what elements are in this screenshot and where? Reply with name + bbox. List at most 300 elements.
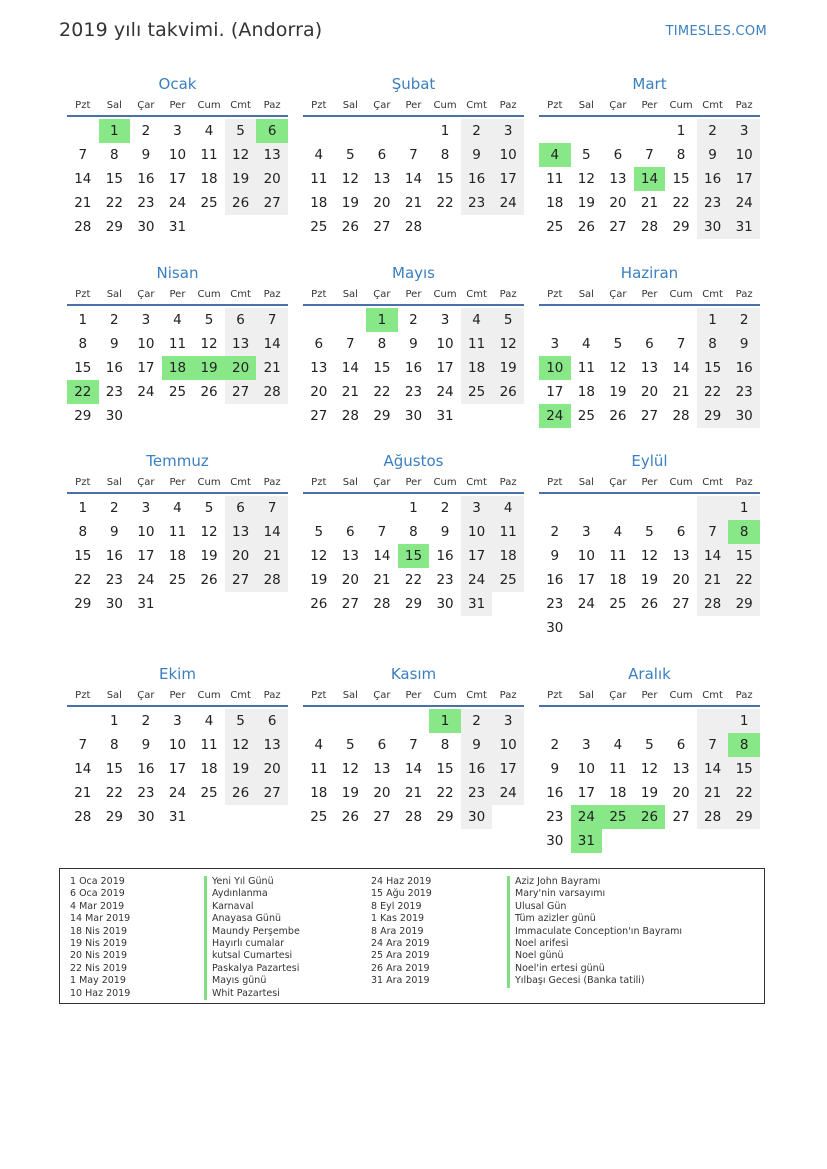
day-cell: 14: [373, 548, 391, 564]
day-cell: 18: [310, 195, 328, 211]
day-cell: 21: [74, 195, 92, 211]
empty-cell: [162, 592, 194, 616]
month-1: [67, 71, 288, 239]
empty-cell: [398, 119, 430, 143]
day-cell: 7: [256, 308, 288, 332]
weekday-label: Çar: [137, 690, 155, 701]
day-cell: 30: [105, 596, 123, 612]
legend-holiday-name: Maundy Perşembe: [204, 926, 300, 938]
day-cell: 7: [645, 147, 654, 163]
day-cell: 3: [173, 123, 182, 139]
day-cell: 17: [577, 785, 595, 801]
empty-cell: [602, 709, 634, 733]
weekday-label: Pzt: [75, 289, 91, 300]
legend-holiday-name: Yılbaşı Gecesi (Banka tatili): [507, 975, 682, 987]
day-cell: 20: [310, 384, 328, 400]
day-cell: 14: [697, 757, 729, 781]
day-cell: 23: [105, 572, 123, 588]
empty-cell: [728, 616, 760, 640]
empty-cell: [303, 709, 335, 733]
month-3: [539, 71, 760, 239]
empty-cell: [162, 404, 194, 428]
weekday-label: Cmt: [702, 289, 723, 300]
month-name: Ağustos: [383, 452, 444, 470]
legend-holiday-name: Aydınlanma: [204, 888, 300, 900]
day-cell: 25: [461, 380, 493, 404]
day-cell: 13: [373, 171, 391, 187]
day-cell: 30: [436, 596, 454, 612]
weekday-label: Paz: [263, 100, 281, 111]
day-cell: 31: [728, 215, 760, 239]
day-cell: 8: [676, 147, 686, 163]
month-name: Mayıs: [392, 264, 435, 282]
day-cell: 30: [697, 215, 729, 239]
day-cell: 13: [341, 548, 359, 564]
day-cell: 11: [609, 761, 627, 777]
weekday-label: Paz: [499, 289, 517, 300]
weekday-label: Cum: [669, 477, 693, 488]
day-cell: 26: [225, 781, 257, 805]
legend-names-left: [204, 876, 300, 1000]
day-cell: 15: [74, 548, 92, 564]
day-cell: 10: [436, 336, 454, 352]
day-cell: 9: [728, 332, 760, 356]
empty-cell: [303, 308, 335, 332]
empty-cell: [634, 119, 666, 143]
day-cell: 27: [225, 380, 257, 404]
empty-cell: [256, 805, 288, 829]
empty-cell: [571, 709, 603, 733]
day-cell: 2: [697, 119, 729, 143]
day-cell: 10: [728, 143, 760, 167]
day-cell: 11: [546, 171, 564, 187]
day-cell: 13: [672, 761, 690, 777]
month-name: Haziran: [620, 264, 679, 282]
day-cell: 21: [256, 544, 288, 568]
legend-dates-left: [70, 876, 130, 1000]
day-cell: 30: [404, 408, 423, 424]
day-cell: 18: [609, 785, 627, 801]
empty-cell: [602, 119, 634, 143]
day-cell: 1: [728, 496, 760, 520]
weekday-header: [539, 687, 760, 707]
weekday-label: Pzt: [311, 289, 327, 300]
empty-cell: [665, 308, 697, 332]
weekday-label: Çar: [137, 100, 155, 111]
empty-cell: [335, 496, 367, 520]
empty-cell: [665, 709, 697, 733]
weekday-label: Per: [169, 100, 186, 111]
day-cell: 26: [609, 408, 627, 424]
day-cell: 24: [539, 404, 571, 428]
day-cell: 4: [173, 312, 182, 328]
month-8: [303, 448, 524, 616]
legend-date: 24 Haz 2019: [371, 876, 432, 887]
weekday-label: Cum: [433, 690, 457, 701]
empty-cell: [67, 119, 99, 143]
day-cell: 21: [256, 356, 288, 380]
day-cell: 1: [676, 123, 686, 139]
weekday-label: Cum: [433, 477, 457, 488]
weekday-header: [539, 97, 760, 117]
month-name: Temmuz: [146, 452, 209, 470]
day-cell: 4: [613, 737, 623, 753]
day-cell: 18: [200, 171, 218, 187]
day-cell: 23: [105, 384, 123, 400]
day-cell: 20: [341, 572, 359, 588]
weekday-label: Sal: [578, 477, 594, 488]
day-cell: 31: [436, 408, 454, 424]
day-cell: 10: [492, 143, 524, 167]
empty-cell: [665, 616, 697, 640]
day-cell: 1: [409, 500, 418, 516]
empty-cell: [602, 616, 634, 640]
day-cell: 29: [74, 408, 92, 424]
day-cell: 25: [200, 785, 218, 801]
day-cell: 2: [110, 312, 119, 328]
weekday-label: Per: [641, 690, 658, 701]
day-cell: 15: [728, 757, 760, 781]
day-cell: 2: [550, 737, 560, 753]
day-grid: [67, 707, 288, 829]
empty-cell: [193, 215, 225, 239]
weekday-label: Paz: [735, 100, 753, 111]
legend-holiday-name: Anayasa Günü: [204, 913, 300, 925]
day-cell: 6: [346, 524, 355, 540]
month-name: Ekim: [159, 665, 196, 683]
weekday-label: Cum: [433, 100, 457, 111]
weekday-label: Çar: [373, 690, 391, 701]
legend-date: 1 Oca 2019: [70, 876, 125, 887]
day-cell: 5: [582, 147, 591, 163]
weekday-label: Cmt: [466, 690, 487, 701]
weekday-label: Cum: [433, 289, 457, 300]
weekday-label: Cum: [197, 477, 221, 488]
empty-cell: [602, 829, 634, 853]
day-cell: 23: [461, 781, 493, 805]
day-cell: 8: [440, 737, 450, 753]
day-grid: [303, 494, 524, 616]
empty-cell: [193, 805, 225, 829]
day-cell: 19: [492, 356, 524, 380]
empty-cell: [665, 496, 697, 520]
day-cell: 22: [728, 781, 760, 805]
day-cell: 9: [110, 524, 119, 540]
day-cell: 15: [672, 171, 690, 187]
day-cell: 28: [74, 809, 92, 825]
day-cell: 21: [697, 781, 729, 805]
weekday-label: Paz: [735, 477, 753, 488]
day-grid: [539, 117, 760, 239]
day-cell: 23: [404, 384, 423, 400]
legend-date: 8 Eyl 2019: [371, 900, 422, 912]
day-cell: 16: [105, 548, 123, 564]
weekday-header: [67, 687, 288, 707]
day-cell: 10: [577, 548, 595, 564]
empty-cell: [366, 119, 398, 143]
day-cell: 3: [173, 713, 182, 729]
weekday-label: Çar: [373, 100, 391, 111]
day-cell: 15: [697, 356, 729, 380]
day-cell: 20: [640, 384, 659, 400]
month-10: [67, 661, 288, 829]
holiday-legend: [59, 868, 765, 1004]
day-cell: 13: [225, 520, 257, 544]
day-grid: [67, 306, 288, 428]
day-cell: 17: [546, 384, 564, 400]
day-cell: 19: [200, 548, 218, 564]
empty-cell: [697, 616, 729, 640]
day-cell: 11: [200, 147, 218, 163]
day-cell: 29: [404, 596, 423, 612]
legend-date: 19 Nis 2019: [70, 937, 127, 949]
day-cell: 11: [577, 360, 595, 376]
day-cell: 26: [310, 596, 328, 612]
empty-cell: [492, 805, 524, 829]
day-cell: 6: [645, 336, 654, 352]
day-cell: 9: [440, 524, 450, 540]
day-cell: 1: [78, 500, 88, 516]
empty-cell: [225, 592, 257, 616]
day-cell: 11: [492, 520, 524, 544]
legend-holiday-name: Mayıs günü: [204, 975, 300, 987]
day-cell: 15: [436, 761, 454, 777]
weekday-label: Pzt: [75, 100, 91, 111]
empty-cell: [225, 215, 257, 239]
weekday-label: Sal: [106, 477, 122, 488]
day-cell: 13: [640, 360, 659, 376]
day-cell: 9: [141, 737, 151, 753]
day-cell: 16: [137, 761, 155, 777]
day-cell: 9: [461, 143, 493, 167]
weekday-label: Çar: [373, 289, 391, 300]
day-cell: 26: [634, 805, 666, 829]
day-cell: 29: [105, 809, 123, 825]
day-cell: 15: [436, 171, 454, 187]
legend-date: 4 Mar 2019: [70, 900, 125, 912]
day-cell: 1: [110, 713, 119, 729]
day-cell: 5: [346, 147, 355, 163]
day-cell: 18: [492, 544, 524, 568]
legend-date: 31 Ara 2019: [371, 975, 430, 987]
day-cell: 23: [728, 380, 760, 404]
day-cell: 15: [728, 544, 760, 568]
day-cell: 29: [672, 219, 690, 235]
weekday-label: Sal: [106, 289, 122, 300]
day-cell: 1: [697, 308, 729, 332]
legend-holiday-name: Immaculate Conception'ın Bayramı: [507, 926, 682, 938]
day-cell: 19: [341, 195, 359, 211]
weekday-label: Paz: [263, 690, 281, 701]
day-cell: 6: [676, 737, 686, 753]
empty-cell: [539, 709, 571, 733]
day-cell: 22: [697, 380, 729, 404]
day-cell: 25: [602, 805, 634, 829]
empty-cell: [303, 119, 335, 143]
day-cell: 19: [577, 195, 595, 211]
day-cell: 29: [105, 219, 123, 235]
day-cell: 9: [697, 143, 729, 167]
day-cell: 10: [137, 524, 155, 540]
day-cell: 23: [436, 572, 454, 588]
legend-holiday-name: Ulusal Gün: [507, 901, 682, 913]
empty-cell: [492, 215, 524, 239]
day-cell: 30: [137, 219, 155, 235]
weekday-label: Paz: [263, 477, 281, 488]
month-name: Ocak: [158, 75, 197, 93]
day-cell: 27: [225, 568, 257, 592]
day-cell: 4: [492, 496, 524, 520]
empty-cell: [303, 496, 335, 520]
day-cell: 12: [577, 171, 595, 187]
day-cell: 22: [436, 195, 454, 211]
day-cell: 29: [728, 592, 760, 616]
empty-cell: [665, 829, 697, 853]
weekday-label: Per: [169, 690, 186, 701]
day-cell: 22: [672, 195, 690, 211]
day-cell: 18: [200, 761, 218, 777]
day-cell: 22: [67, 380, 99, 404]
day-cell: 27: [672, 809, 690, 825]
empty-cell: [130, 404, 162, 428]
day-cell: 30: [461, 805, 493, 829]
day-cell: 1: [429, 709, 461, 733]
weekday-label: Pzt: [547, 100, 563, 111]
day-cell: 25: [168, 572, 187, 588]
empty-cell: [256, 215, 288, 239]
day-cell: 10: [168, 737, 187, 753]
day-cell: 4: [582, 336, 591, 352]
day-cell: 3: [141, 312, 151, 328]
day-cell: 22: [105, 195, 123, 211]
day-cell: 5: [225, 119, 257, 143]
weekday-label: Cmt: [702, 100, 723, 111]
legend-holiday-name: Hayırlı cumalar: [204, 938, 300, 950]
empty-cell: [634, 496, 666, 520]
weekday-label: Sal: [106, 690, 122, 701]
empty-cell: [571, 308, 603, 332]
day-cell: 31: [168, 219, 187, 235]
day-cell: 27: [640, 408, 659, 424]
day-cell: 8: [409, 524, 418, 540]
legend-holiday-name: Noel günü: [507, 950, 682, 962]
day-cell: 17: [728, 167, 760, 191]
empty-cell: [539, 119, 571, 143]
empty-cell: [366, 709, 398, 733]
empty-cell: [225, 404, 257, 428]
day-cell: 19: [193, 356, 225, 380]
day-cell: 12: [492, 332, 524, 356]
day-cell: 17: [436, 360, 454, 376]
day-cell: 24: [168, 785, 187, 801]
day-cell: 16: [105, 360, 123, 376]
day-cell: 28: [672, 408, 690, 424]
weekday-label: Çar: [609, 477, 627, 488]
day-cell: 22: [105, 785, 123, 801]
day-cell: 26: [225, 191, 257, 215]
day-cell: 26: [200, 384, 218, 400]
day-cell: 8: [377, 336, 387, 352]
day-cell: 8: [728, 733, 760, 757]
day-cell: 29: [728, 805, 760, 829]
day-cell: 6: [377, 147, 387, 163]
empty-cell: [256, 592, 288, 616]
weekday-label: Çar: [609, 289, 627, 300]
day-cell: 4: [204, 713, 214, 729]
empty-cell: [492, 592, 524, 616]
day-cell: 28: [373, 596, 391, 612]
legend-date: 22 Nis 2019: [70, 962, 127, 974]
empty-cell: [461, 215, 493, 239]
month-name: Nisan: [156, 264, 199, 282]
day-cell: 24: [728, 191, 760, 215]
day-cell: 20: [256, 757, 288, 781]
day-cell: 25: [546, 219, 564, 235]
empty-cell: [697, 829, 729, 853]
legend-holiday-name: Yeni Yıl Günü: [204, 876, 300, 888]
day-cell: 18: [310, 785, 328, 801]
legend-date: 1 Kas 2019: [371, 913, 425, 925]
legend-holiday-name: Mary'nin varsayımı: [507, 888, 682, 900]
day-cell: 19: [225, 167, 257, 191]
day-cell: 13: [373, 761, 391, 777]
day-cell: 21: [341, 384, 359, 400]
day-cell: 24: [492, 781, 524, 805]
day-cell: 18: [577, 384, 595, 400]
day-cell: 2: [110, 500, 119, 516]
day-cell: 9: [141, 147, 151, 163]
day-cell: 24: [571, 805, 603, 829]
site-link[interactable]: TIMESLES.COM: [665, 24, 767, 39]
day-cell: 10: [539, 356, 571, 380]
day-cell: 3: [461, 496, 493, 520]
empty-cell: [571, 119, 603, 143]
weekday-label: Cum: [669, 289, 693, 300]
weekday-label: Çar: [137, 477, 155, 488]
day-cell: 25: [577, 408, 595, 424]
month-name: Kasım: [390, 665, 437, 683]
day-cell: 28: [256, 380, 288, 404]
weekday-header: [67, 286, 288, 306]
day-cell: 12: [310, 548, 328, 564]
day-cell: 5: [613, 336, 623, 352]
empty-cell: [398, 709, 430, 733]
day-cell: 21: [640, 195, 659, 211]
day-cell: 12: [200, 336, 218, 352]
day-cell: 16: [461, 167, 493, 191]
day-cell: 8: [78, 524, 88, 540]
day-cell: 7: [377, 524, 387, 540]
legend-date: 24 Ara 2019: [371, 937, 430, 949]
day-cell: 4: [613, 524, 623, 540]
weekday-label: Paz: [499, 690, 517, 701]
day-cell: 26: [341, 219, 359, 235]
day-cell: 22: [728, 568, 760, 592]
day-cell: 28: [697, 805, 729, 829]
day-cell: 6: [256, 119, 288, 143]
day-cell: 16: [546, 572, 564, 588]
day-cell: 21: [404, 195, 423, 211]
weekday-label: Per: [405, 477, 422, 488]
day-cell: 7: [78, 737, 88, 753]
day-cell: 8: [110, 147, 119, 163]
day-cell: 25: [310, 219, 328, 235]
day-cell: 5: [314, 524, 324, 540]
day-cell: 13: [672, 548, 690, 564]
weekday-label: Per: [641, 100, 658, 111]
legend-date: 10 Haz 2019: [70, 987, 131, 999]
day-cell: 2: [141, 713, 151, 729]
